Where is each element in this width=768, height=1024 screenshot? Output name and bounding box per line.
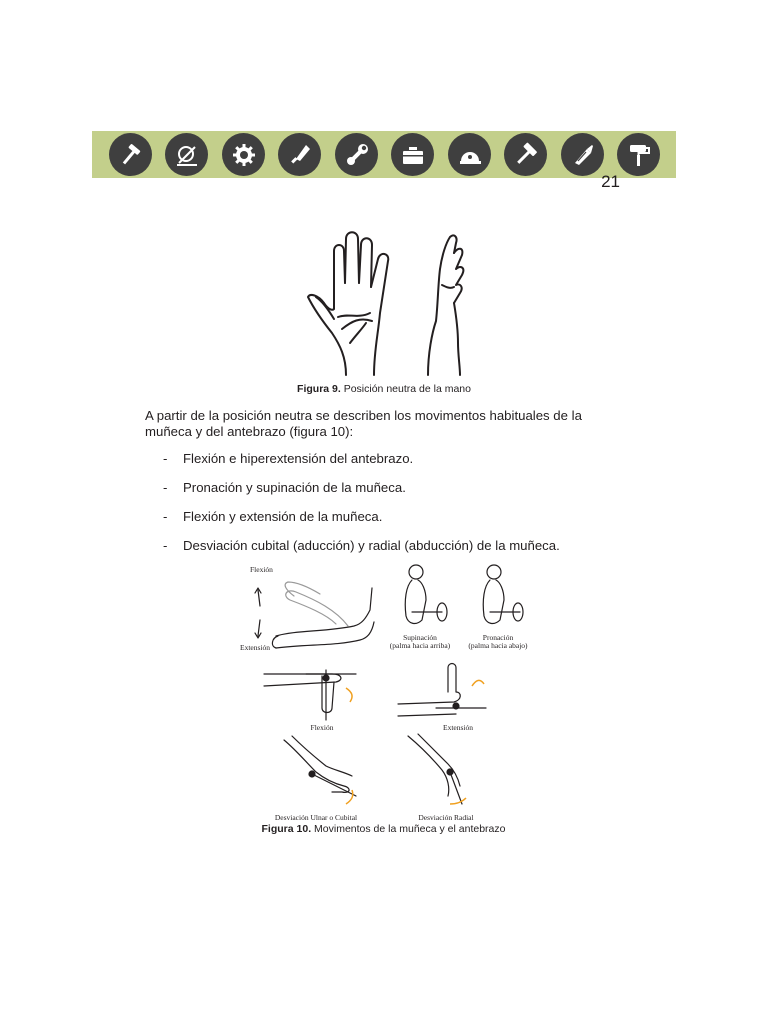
label-desviacion-radial: Desviación Radial <box>418 813 474 822</box>
figure9-caption <box>250 383 518 395</box>
figure9-caption-text: Posición neutra de la mano <box>340 383 471 395</box>
label-supinacion: Supinación <box>403 633 437 642</box>
label-extension-wrist: Extensión <box>443 723 473 732</box>
flexion-arrow <box>346 688 352 702</box>
trowel-icon <box>278 133 321 176</box>
radial-arrow <box>450 798 466 804</box>
label-pronacion-sub: (palma hacia abajo) <box>468 641 528 650</box>
list-item <box>163 451 643 480</box>
wrist-flexion-drawing <box>264 670 356 720</box>
figure10-label: Figura 10. <box>261 823 312 835</box>
list-item-text: Desviación cubital (aducción) y radial (abducción) de la muñeca. <box>183 538 560 553</box>
list-dash: - <box>163 451 168 466</box>
pronation-drawing <box>483 565 523 623</box>
list-dash: - <box>163 538 168 553</box>
gear-icon <box>222 133 265 176</box>
intro-paragraph: A partir de la posición neutra se describen los movimentos habituales de la muñeca y del antebrazo (figura 10): <box>145 408 582 439</box>
list-dash: - <box>163 509 168 524</box>
list-item <box>163 509 643 538</box>
label-flexion-top: Flexión <box>250 565 273 574</box>
tape-measure-icon <box>448 133 491 176</box>
figure10-caption-text: Movimentos de la muñeca y el antebrazo <box>311 823 506 835</box>
forearm-flexion-extension-drawing <box>255 582 374 648</box>
utility-knife-icon <box>561 133 604 176</box>
list-item-text: Flexión y extensión de la muñeca. <box>183 509 383 524</box>
list-item <box>163 480 643 509</box>
figure10-caption <box>236 823 531 835</box>
label-supinacion-sub: (palma hacia arriba) <box>389 641 451 650</box>
toolbox-icon <box>391 133 434 176</box>
movement-list <box>163 451 643 567</box>
paint-roller-icon <box>617 133 660 176</box>
compass-icon <box>165 133 208 176</box>
list-dash: - <box>163 480 168 495</box>
figure10-movements-illustration <box>236 560 531 822</box>
mallet-icon <box>504 133 547 176</box>
page-number: 21 <box>601 172 620 191</box>
label-extension-left: Extensión <box>240 643 270 652</box>
label-flexion-wrist: Flexión <box>310 723 334 732</box>
hammer-icon <box>109 133 152 176</box>
wrist-extension-drawing <box>398 664 486 717</box>
radial-deviation-drawing <box>408 734 462 804</box>
extension-arrow <box>472 680 484 686</box>
ulnar-deviation-drawing <box>284 736 356 796</box>
figure9-hand-illustration <box>300 225 472 380</box>
supination-drawing <box>405 565 447 623</box>
label-desviacion-cubital: Desviación Ulnar o Cubital <box>274 813 358 822</box>
label-pronacion: Pronación <box>482 633 514 642</box>
wrench-icon <box>335 133 378 176</box>
list-item-text: Flexión e hiperextensión del antebrazo. <box>183 451 414 466</box>
list-item-text: Pronación y supinación de la muñeca. <box>183 480 406 495</box>
figure9-label: Figura 9. <box>297 383 341 395</box>
